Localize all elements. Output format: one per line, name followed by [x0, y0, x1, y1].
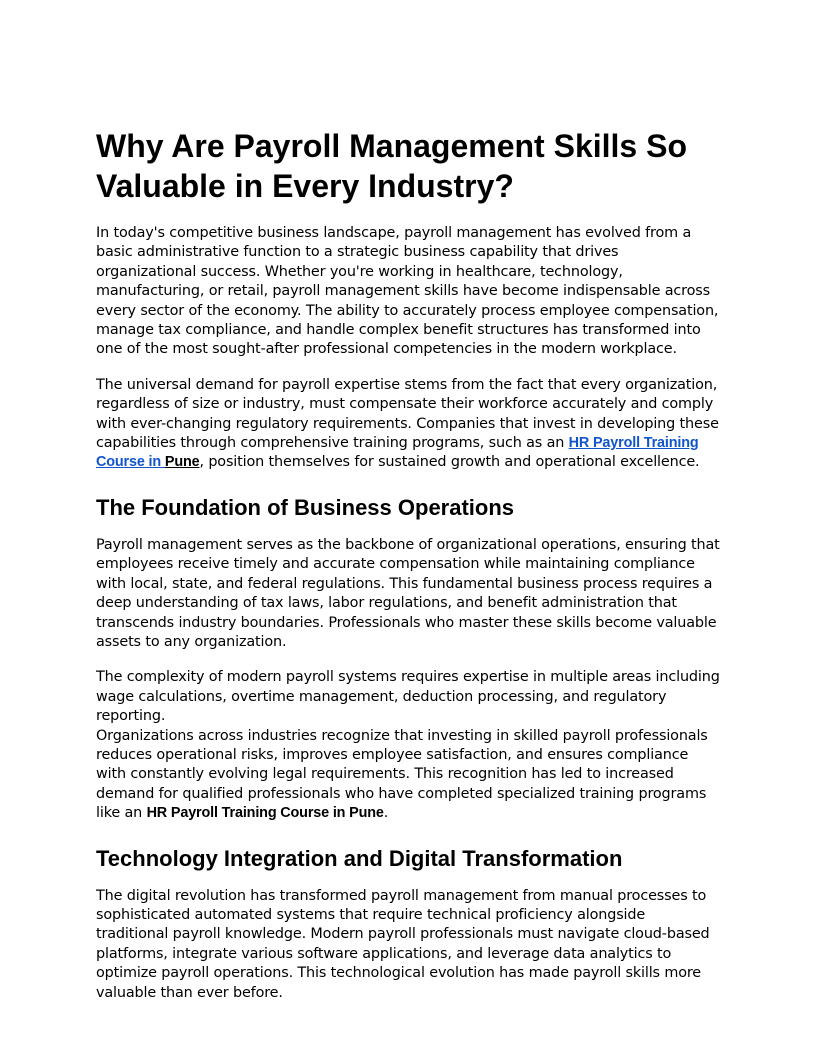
- foundation-paragraph-2: The complexity of modern payroll systems requires expertise in multiple areas including wage calculations, overtime management, deduction processing, and regulatory reporting.: [96, 669, 720, 725]
- technology-paragraph-1: The digital revolution has transformed payroll management from manual processes to sophisticated automated systems that require technical proficiency alongside traditional payroll knowledge. Modern payroll professionals must navigate cloud-based platforms, integrate various software applications, and leverage data analytics to optimize payroll operations. This technological evolution has made payroll skills more valuable than ever before.: [96, 887, 710, 1001]
- intro-paragraph-2-end: , position themselves for sustained growth and operational excellence.: [199, 454, 700, 471]
- hr-payroll-course-link-text[interactable]: HR Payroll Training Course in: [96, 435, 699, 471]
- course-name-bold: HR Payroll Training Course in Pune: [146, 805, 384, 822]
- foundation-paragraph-3: [96, 727, 720, 824]
- section-heading-foundation: The Foundation of Business Operations: [96, 494, 515, 520]
- pune-link-text[interactable]: Pune: [164, 454, 200, 471]
- intro-paragraph-2: [96, 376, 720, 473]
- foundation-paragraph-1: Payroll management serves as the backbone of organizational operations, ensuring that employees receive timely and accurate compensation while maintaining compliance with local, state, and federal regulations. This fundamental business process requires a deep understanding of tax laws, labor regulations, and benefit administration that transcends industry boundaries. Professionals who master these skills become valuable assets to any organization.: [96, 536, 720, 650]
- section-heading-technology: Technology Integration and Digital Transformation: [96, 845, 623, 871]
- foundation-paragraph-3-end: .: [383, 805, 389, 822]
- intro-paragraph-1: In today's competitive business landscape, payroll management has evolved from a basic administrative function to a strategic business capability that drives organizational success. Whether you're working in healthcare, technology, manufacturing, or retail, payroll management skills have become indispensable across every sector of the economy. The ability to accurately process employee compensation, manage tax compliance, and handle complex benefit structures has transformed into one of the most sought-after professional competencies in the modern workplace.: [96, 225, 719, 358]
- foundation-paragraph-3-text: Organizations across industries recognize that investing in skilled payroll professionals reduces operational risks, improves employee satisfaction, and ensures compliance with constantly evolving legal requirements. This recognition has led to increased demand for qualified professionals who have completed specialized training programs like an: [96, 727, 708, 822]
- intro-paragraph-2-text: The universal demand for payroll expertise stems from the fact that every organization, regardless of size or industry, must compensate their workforce accurately and comply with ever-changing regulatory requirements. Companies that invest in developing these capabilities through comprehensive training programs, such as an: [96, 376, 719, 452]
- page-title: Why Are Payroll Management Skills So Valuable in Every Industry?: [96, 128, 687, 204]
- document-page: [96, 126, 720, 1019]
